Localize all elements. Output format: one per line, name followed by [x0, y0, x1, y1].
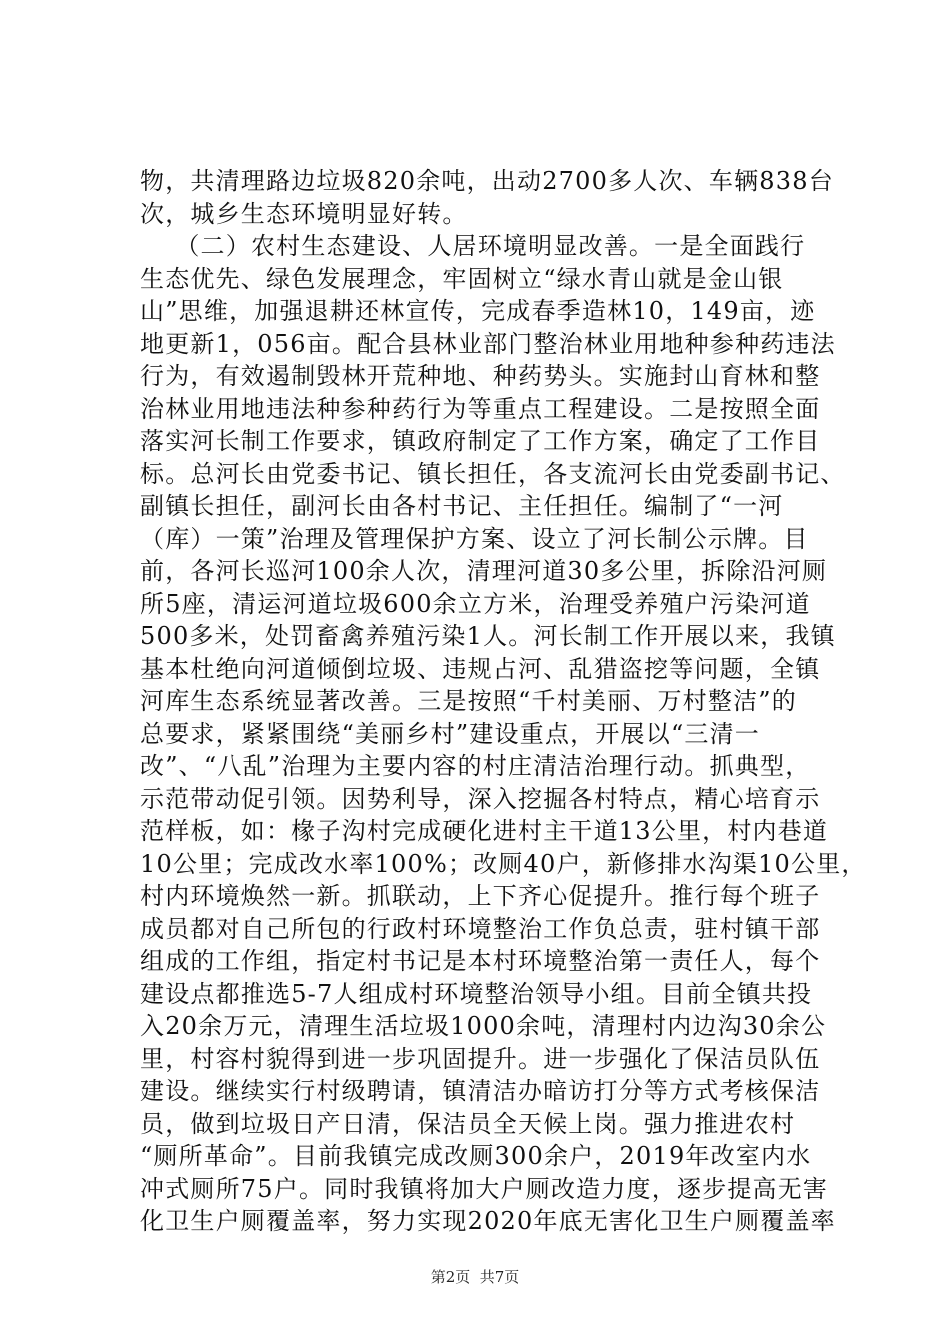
text-line: （二）农村生态建设、人居环境明显改善。一是全面践行: [140, 232, 806, 260]
text-line: 范样板，如：椽子沟村完成硬化进村主干道13公里，村内巷道: [140, 817, 829, 845]
text-line: 基本杜绝向河道倾倒垃圾、违规占河、乱猎盗挖等问题，全镇: [140, 654, 821, 683]
text-line: 冲式厕所75户。同时我镇将加大户厕改造力度，逐步提高无害: [140, 1174, 829, 1203]
text-line: 入20余万元，清理生活垃圾1000余吨，清理村内边沟30余公: [140, 1012, 827, 1040]
text-line: 组成的工作组，指定村书记是本村环境整治第一责任人，每个: [140, 947, 821, 975]
text-line: “厕所革命”。目前我镇完成改厕300余户，2019年改室内水: [140, 1142, 812, 1170]
text-line: 行为，有效遏制毁林开荒种地、种药势头。实施封山育林和整: [140, 362, 821, 390]
text-line: 成员都对自己所包的行政村环境整治工作负总责，驻村镇干部: [140, 914, 821, 943]
text-line: 示范带动促引领。因势利导，深入挖掘各村特点，精心培育示: [140, 784, 821, 813]
text-line: 生态优先、绿色发展理念，牢固树立“绿水青山就是金山银: [140, 264, 784, 293]
text-line: 前，各河长巡河100余人次，清理河道30多公里，拆除沿河厕: [140, 557, 828, 585]
text-line: 标。总河长由党委书记、镇长担任，各支流河长由党委副书记、: [140, 459, 846, 488]
text-line: 10公里；完成改水率100%；改厕40户，新修排水沟渠10公里，: [140, 849, 867, 878]
text-line: 里，村容村貌得到进一步巩固提升。进一步强化了保洁员队伍: [140, 1044, 821, 1073]
text-line: 建设点都推选5-7人组成村环境整治领导小组。目前全镇共投: [140, 979, 813, 1008]
body-text: [140, 165, 867, 1238]
text-line: 地更新1，056亩。配合县林业部门整治林业用地种参种药违法: [140, 329, 836, 358]
text-line: 员，做到垃圾日产日清，保洁员全天候上岗。强力推进农村: [140, 1109, 796, 1138]
text-line: 总要求，紧紧围绕“美丽乡村”建设重点，开展以“三清一: [140, 719, 761, 748]
text-line: 村内环境焕然一新。抓联动，上下齐心促提升。推行每个班子: [140, 882, 821, 910]
text-line: 所5座，清运河道垃圾600余立方米，治理受养殖户污染河道: [140, 589, 811, 618]
text-line: 500多米，处罚畜禽养殖污染1人。河长制工作开展以来，我镇: [140, 622, 836, 650]
text-line: 次，城乡生态环境明显好转。: [140, 199, 468, 228]
text-line: 化卫生户厕覆盖率，努力实现2020年底无害化卫生户厕覆盖率: [140, 1207, 836, 1235]
text-line: 物，共清理路边垃圾820余吨，出动2700多人次、车辆838台: [140, 167, 834, 195]
text-line: 治林业用地违法种参种药行为等重点工程建设。二是按照全面: [140, 394, 821, 423]
text-line: 河库生态系统显著改善。三是按照“千村美丽、万村整洁”的: [140, 687, 797, 715]
text-line: （库）一策”治理及管理保护方案、设立了河长制公示牌。目: [140, 524, 809, 553]
text-line: 建设。继续实行村级聘请，镇清洁办暗访打分等方式考核保洁: [140, 1077, 821, 1105]
page-number-footer: 第2页 共7页: [430, 1268, 520, 1286]
text-line: 改”、“八乱”治理为主要内容的村庄清洁治理行动。抓典型，: [140, 752, 811, 780]
text-line: 落实河长制工作要求，镇政府制定了工作方案，确定了工作目: [140, 427, 821, 455]
text-line: 山”思维，加强退耕还林宣传，完成春季造林10，149亩，迹: [140, 297, 816, 325]
text-line: 副镇长担任，副河长由各村书记、主任担任。编制了“一河: [140, 492, 784, 520]
